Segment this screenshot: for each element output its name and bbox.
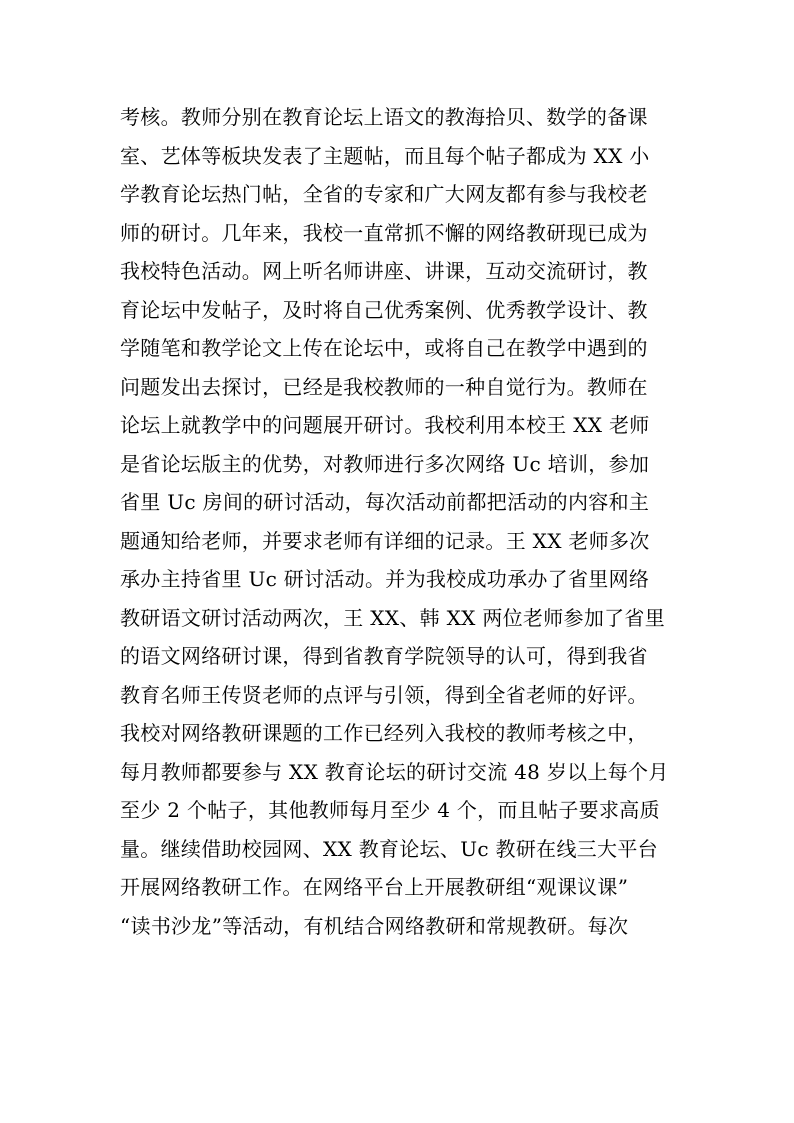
text-line: “读书沙龙”等活动，有机结合网络教研和常规教研。每次: [120, 913, 629, 938]
text-line: 论坛上就教学中的问题展开研讨。我校利用本校王 XX 老师: [120, 413, 650, 437]
body-text: [120, 98, 700, 945]
text-line: 承办主持省里 Uc 研讨活动。并为我校成功承办了省里网络: [120, 567, 650, 591]
text-line: 育论坛中发帖子，及时将自己优秀案例、优秀教学设计、教: [120, 297, 648, 322]
text-line: 题通知给老师，并要求老师有详细的记录。王 XX 老师多次: [120, 528, 650, 553]
text-line: 是省论坛版主的优势，对教师进行多次网络 Uc 培训，参加: [120, 451, 650, 476]
text-line: 的语文网络研讨课，得到省教育学院领导的认可，得到我省: [120, 644, 648, 668]
text-line: 我校特色活动。网上听名师讲座、讲课，互动交流研讨，教: [120, 259, 648, 283]
text-line: 至少 2 个帖子，其他教师每月至少 4 个，而且帖子要求高质: [120, 798, 660, 822]
text-line: 室、艺体等板块发表了主题帖，而且每个帖子都成为 XX 小: [120, 143, 650, 168]
text-line: 考核。教师分别在教育论坛上语文的教海拾贝、数学的备课: [120, 105, 648, 129]
text-line: 开展网络教研工作。在网络平台上开展教研组“观课议课”: [120, 875, 629, 899]
text-line: 量。继续借助校园网、XX 教育论坛、Uc 教研在线三大平台: [120, 836, 658, 861]
text-line: 问题发出去探讨，已经是我校教师的一种自觉行为。教师在: [120, 374, 648, 399]
text-line: 学随笔和教学论文上传在论坛中，或将自己在教学中遇到的: [120, 336, 648, 360]
text-line: 师的研讨。几年来，我校一直常抓不懈的网络教研现已成为: [120, 220, 648, 245]
text-line: 教育名师王传贤老师的点评与引领，得到全省老师的好评。: [120, 682, 648, 707]
text-line: 教研语文研讨活动两次，王 XX、韩 XX 两位老师参加了省里: [120, 605, 666, 630]
text-line: 学教育论坛热门帖，全省的专家和广大网友都有参与我校老: [120, 182, 648, 206]
text-line: 省里 Uc 房间的研讨活动，每次活动前都把活动的内容和主: [120, 490, 650, 514]
text-line: 每月教师都要参与 XX 教育论坛的研讨交流 48 岁以上每个月: [120, 759, 669, 784]
text-line: 我校对网络教研课题的工作已经列入我校的教师考核之中，: [120, 721, 648, 745]
